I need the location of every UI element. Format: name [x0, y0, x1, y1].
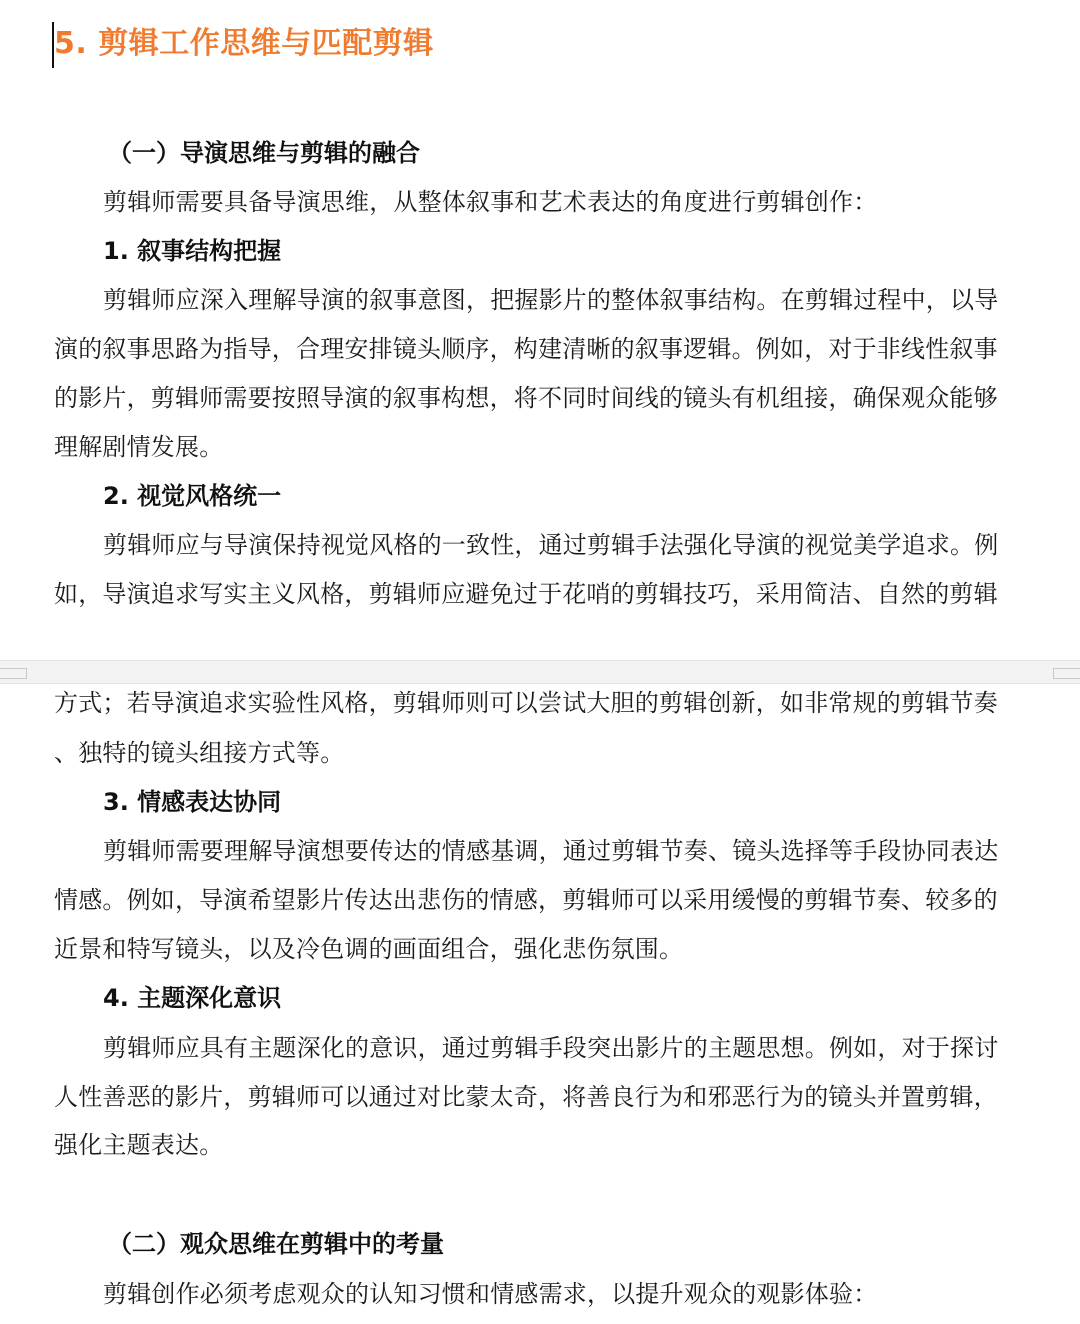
section-1-intro[interactable]: 剪辑师需要具备导演思维，从整体叙事和艺术表达的角度进行剪辑创作：: [103, 188, 878, 216]
item-1-heading[interactable]: 1. 叙事结构把握: [103, 237, 282, 265]
paragraph-line[interactable]: 、独特的镜头组接方式等。: [54, 739, 345, 767]
paragraph-line[interactable]: 剪辑师应与导演保持视觉风格的一致性，通过剪辑手法强化导演的视觉美学追求。例: [103, 531, 999, 559]
paragraph-line[interactable]: 剪辑师应深入理解导演的叙事意图，把握影片的整体叙事结构。在剪辑过程中，以导: [103, 286, 999, 314]
paragraph-line[interactable]: 方式；若导演追求实验性风格，剪辑师则可以尝试大胆的剪辑创新，如非常规的剪辑节奏: [54, 689, 998, 717]
paragraph-line[interactable]: 剪辑师应具有主题深化的意识，通过剪辑手段突出影片的主题思想。例如，对于探讨: [103, 1034, 999, 1062]
paragraph-line[interactable]: 强化主题表达。: [54, 1131, 224, 1159]
section-1-heading[interactable]: （一）导演思维与剪辑的融合: [108, 139, 420, 167]
paragraph-line[interactable]: 情感。例如，导演希望影片传达出悲伤的情感，剪辑师可以采用缓慢的剪辑节奏、较多的: [54, 886, 998, 914]
left-margin-marker: [0, 668, 27, 679]
paragraph-line[interactable]: 剪辑师需要理解导演想要传达的情感基调，通过剪辑节奏、镜头选择等手段协同表达: [103, 837, 999, 865]
paragraph-line[interactable]: 演的叙事思路为指导，合理安排镜头顺序，构建清晰的叙事逻辑。例如，对于非线性叙事: [54, 335, 998, 363]
paragraph-line[interactable]: 如，导演追求写实主义风格，剪辑师应避免过于花哨的剪辑技巧，采用简洁、自然的剪辑: [54, 580, 998, 608]
item-2-heading[interactable]: 2. 视觉风格统一: [103, 482, 282, 510]
right-margin-marker: [1053, 668, 1080, 679]
paragraph-line[interactable]: 的影片，剪辑师需要按照导演的叙事构想，将不同时间线的镜头有机组接，确保观众能够: [54, 384, 998, 412]
item-4-heading[interactable]: 4. 主题深化意识: [103, 984, 282, 1012]
paragraph-line[interactable]: 近景和特写镜头，以及冷色调的画面组合，强化悲伤氛围。: [54, 935, 684, 963]
paragraph-line[interactable]: 人性善恶的影片，剪辑师可以通过对比蒙太奇，将善良行为和邪恶行为的镜头并置剪辑，: [54, 1083, 998, 1111]
section-2-intro[interactable]: 剪辑创作必须考虑观众的认知习惯和情感需求，以提升观众的观影体验：: [103, 1280, 878, 1308]
item-3-heading[interactable]: 3. 情感表达协同: [103, 788, 282, 816]
section-2-heading[interactable]: （二）观众思维在剪辑中的考量: [108, 1230, 444, 1258]
page-break: [0, 660, 1080, 684]
paragraph-line[interactable]: 理解剧情发展。: [54, 433, 224, 461]
document-title[interactable]: 5. 剪辑工作思维与匹配剪辑: [54, 26, 434, 61]
